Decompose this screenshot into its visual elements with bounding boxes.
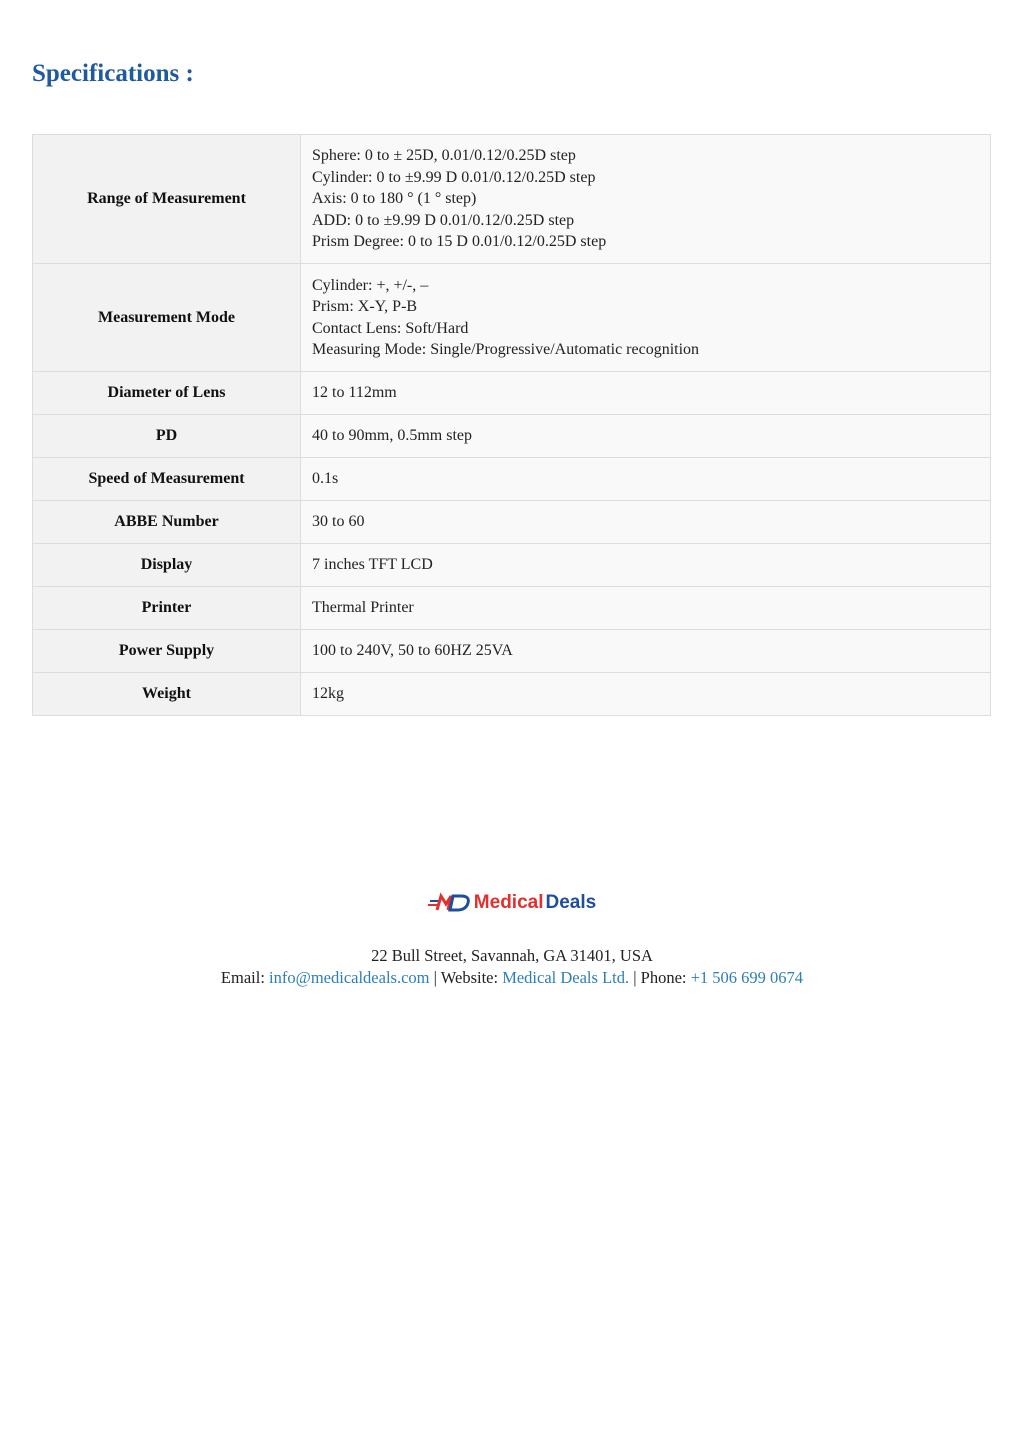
logo-word-medical: Medical — [473, 892, 544, 913]
page-title: Specifications : — [32, 60, 194, 87]
spec-value: 30 to 60 — [301, 501, 991, 544]
table-row — [33, 544, 991, 587]
specifications-table — [32, 134, 991, 716]
phone-link[interactable]: +1 506 699 0674 — [690, 967, 804, 987]
spec-label: Measurement Mode — [33, 264, 301, 372]
spec-value-line: Cylinder: 0 to ±9.99 D 0.01/0.12/0.25D step — [312, 168, 596, 186]
medicaldeals-logo[interactable] — [428, 892, 596, 914]
spec-value — [301, 264, 991, 372]
table-row — [33, 372, 991, 415]
email-link[interactable]: info@medicaldeals.com — [269, 967, 430, 987]
spec-label: Speed of Measurement — [33, 458, 301, 501]
spec-value: Thermal Printer — [301, 587, 991, 630]
spec-label: PD — [33, 415, 301, 458]
spec-label: Range of Measurement — [33, 135, 301, 264]
contact-line — [0, 967, 1024, 989]
spec-value: 12 to 112mm — [301, 372, 991, 415]
website-label: | Website: — [429, 967, 503, 987]
spec-value-line: ADD: 0 to ±9.99 D 0.01/0.12/0.25D step — [312, 211, 575, 229]
spec-label: ABBE Number — [33, 501, 301, 544]
email-label: Email: — [220, 967, 270, 987]
spec-value-line: Prism: X-Y, P-B — [312, 298, 418, 315]
spec-value: 7 inches TFT LCD — [301, 544, 991, 587]
footer — [0, 892, 1024, 988]
spec-value: 100 to 240V, 50 to 60HZ 25VA — [301, 630, 991, 673]
table-row — [33, 630, 991, 673]
table-row — [33, 415, 991, 458]
phone-label: | Phone: — [629, 967, 691, 987]
spec-label: Display — [33, 544, 301, 587]
table-row — [33, 501, 991, 544]
website-link[interactable]: Medical Deals Ltd. — [502, 967, 630, 987]
spec-label: Diameter of Lens — [33, 372, 301, 415]
address: 22 Bull Street, Savannah, GA 31401, USA — [371, 946, 653, 965]
spec-value: 0.1s — [301, 458, 991, 501]
spec-label: Weight — [33, 673, 301, 716]
logo-word-deals: Deals — [545, 892, 597, 913]
table-row — [33, 673, 991, 716]
spec-label: Power Supply — [33, 630, 301, 673]
spec-value-line: Prism Degree: 0 to 15 D 0.01/0.12/0.25D step — [312, 233, 607, 251]
table-row — [33, 135, 991, 264]
table-row — [33, 458, 991, 501]
spec-value: 40 to 90mm, 0.5mm step — [301, 415, 991, 458]
table-row — [33, 264, 991, 372]
spec-value — [301, 135, 991, 264]
spec-value-line: Axis: 0 to 180 ° (1 ° step) — [312, 190, 477, 208]
spec-value-line: Sphere: 0 to ± 25D, 0.01/0.12/0.25D step — [312, 147, 576, 165]
table-row — [33, 587, 991, 630]
md-logo-icon — [428, 892, 472, 914]
spec-value-line: Measuring Mode: Single/Progressive/Automatic recognition — [312, 341, 700, 358]
spec-value: 12kg — [301, 673, 991, 716]
spec-value-line: Cylinder: +, +/-, – — [312, 276, 429, 294]
spec-label: Printer — [33, 587, 301, 630]
spec-value-line: Contact Lens: Soft/Hard — [312, 319, 469, 337]
